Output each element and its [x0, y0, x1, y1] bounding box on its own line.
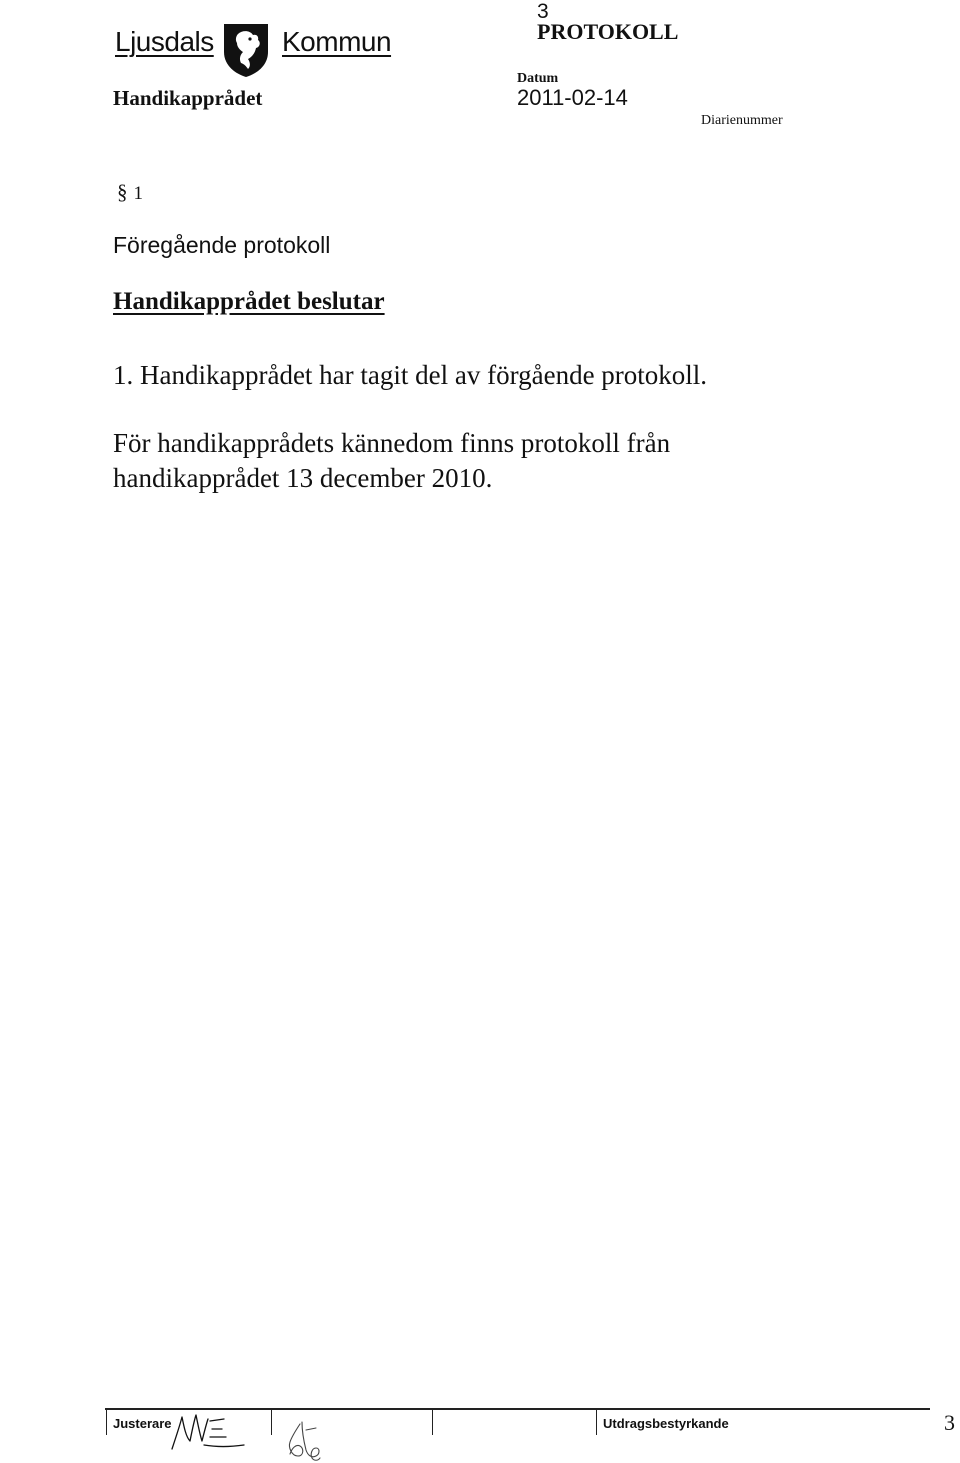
- paragraph-number: [117, 180, 143, 205]
- paragraph-number-value: 1: [133, 183, 143, 204]
- note-line: För handikapprådets kännedom finns protokoll från: [113, 428, 671, 458]
- footer-divider: [596, 1409, 597, 1435]
- justerare-label: Justerare: [113, 1416, 172, 1431]
- registration-number-label: Diarienummer: [701, 113, 783, 128]
- paragraph-symbol: §: [117, 180, 128, 204]
- decision-heading: Handikapprådet beslutar: [113, 288, 385, 315]
- decision-item: 1. Handikapprådet har tagit del av förgående protokoll.: [113, 360, 708, 390]
- note-text: [113, 426, 813, 496]
- utdrag-label: Utdragsbestyrkande: [603, 1416, 729, 1431]
- document-type: PROTOKOLL: [537, 19, 679, 44]
- footer-divider: [271, 1409, 272, 1435]
- footer-divider: [432, 1409, 433, 1435]
- date-label: Datum: [517, 71, 559, 86]
- note-line: handikapprådet 13 december 2010.: [113, 463, 493, 493]
- signature-initials-1: [168, 1407, 248, 1457]
- item-title: Föregående protokoll: [113, 232, 331, 258]
- organization-name: Handikapprådet: [113, 86, 263, 110]
- page-number-bottom: 3: [944, 1410, 955, 1435]
- coat-of-arms-icon: [222, 22, 270, 78]
- page-number-top: 3: [537, 0, 549, 23]
- municipality-name-part-2: Kommun: [282, 26, 392, 57]
- signature-initials-2: [278, 1420, 328, 1463]
- date-value: 2011-02-14: [517, 85, 628, 110]
- municipality-name-part-1: Ljusdals: [115, 26, 214, 57]
- footer-divider: [106, 1409, 107, 1435]
